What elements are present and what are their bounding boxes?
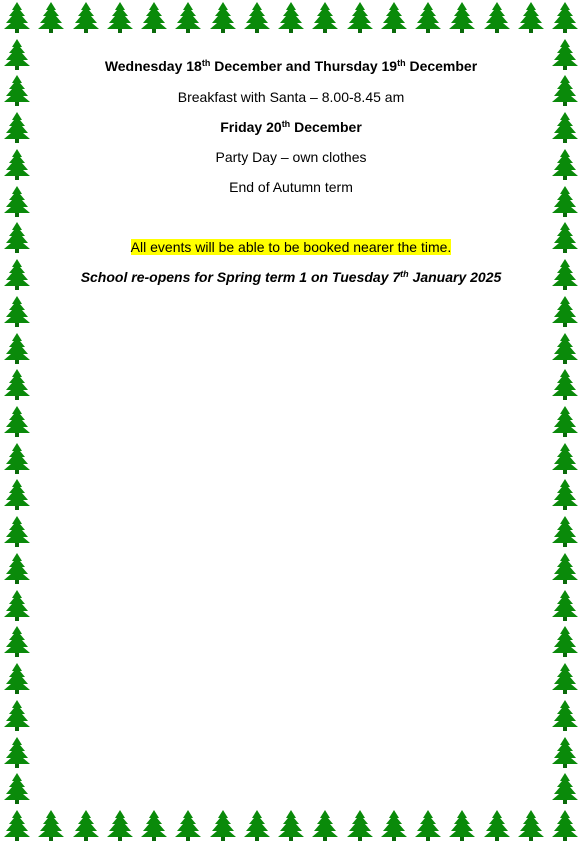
christmas-tree-icon <box>240 808 274 842</box>
christmas-tree-icon <box>548 220 582 254</box>
christmas-tree-icon <box>548 184 582 218</box>
christmas-tree-icon <box>0 110 34 144</box>
christmas-tree-icon <box>445 0 479 34</box>
christmas-tree-icon <box>548 771 582 805</box>
christmas-tree-icon <box>0 37 34 71</box>
christmas-tree-icon <box>548 73 582 107</box>
christmas-tree-icon <box>548 551 582 585</box>
christmas-tree-icon <box>308 808 342 842</box>
christmas-tree-icon <box>0 477 34 511</box>
christmas-tree-icon <box>411 0 445 34</box>
reopen-notice: School re-opens for Spring term 1 on Tuesday 7th January 2025 <box>80 269 502 285</box>
christmas-tree-icon <box>0 735 34 769</box>
christmas-tree-icon <box>34 808 68 842</box>
christmas-tree-icon <box>0 220 34 254</box>
christmas-tree-icon <box>343 0 377 34</box>
christmas-tree-icon <box>0 551 34 585</box>
christmas-tree-icon <box>445 808 479 842</box>
christmas-tree-icon <box>0 404 34 438</box>
christmas-tree-icon <box>548 477 582 511</box>
christmas-tree-icon <box>0 367 34 401</box>
christmas-tree-icon <box>69 0 103 34</box>
christmas-tree-icon <box>0 73 34 107</box>
christmas-tree-icon <box>548 110 582 144</box>
christmas-tree-icon <box>0 661 34 695</box>
tree-border-bottom <box>0 808 582 842</box>
party-day: Party Day – own clothes <box>215 149 367 165</box>
christmas-tree-icon <box>411 808 445 842</box>
christmas-tree-icon <box>0 698 34 732</box>
christmas-tree-icon <box>343 808 377 842</box>
christmas-tree-icon <box>0 147 34 181</box>
christmas-tree-icon <box>308 0 342 34</box>
christmas-tree-icon <box>171 808 205 842</box>
christmas-tree-icon <box>0 257 34 291</box>
christmas-tree-icon <box>514 0 548 34</box>
christmas-tree-icon <box>548 147 582 181</box>
christmas-tree-icon <box>274 808 308 842</box>
christmas-tree-icon <box>206 808 240 842</box>
christmas-tree-icon <box>0 441 34 475</box>
tree-border-right <box>548 0 582 842</box>
christmas-tree-icon <box>548 514 582 548</box>
christmas-tree-icon <box>548 37 582 71</box>
christmas-tree-icon <box>514 808 548 842</box>
christmas-tree-icon <box>480 0 514 34</box>
event-date-friday: Friday 20th December <box>220 119 362 135</box>
document-body <box>40 56 542 287</box>
christmas-tree-icon <box>206 0 240 34</box>
christmas-tree-icon <box>171 0 205 34</box>
christmas-tree-icon <box>0 771 34 805</box>
christmas-tree-icon <box>548 404 582 438</box>
christmas-tree-icon <box>0 624 34 658</box>
christmas-tree-icon <box>69 808 103 842</box>
booking-notice-highlight: All events will be able to be booked nearer the time. <box>130 239 452 255</box>
christmas-tree-icon <box>548 294 582 328</box>
christmas-tree-icon <box>137 808 171 842</box>
booking-notice <box>40 237 542 257</box>
christmas-tree-icon <box>548 735 582 769</box>
tree-border-left <box>0 0 34 842</box>
christmas-tree-icon <box>103 0 137 34</box>
event-dates-wed-thu: Wednesday 18th December and Thursday 19th December <box>104 58 478 74</box>
christmas-tree-icon <box>377 0 411 34</box>
christmas-tree-icon <box>103 808 137 842</box>
christmas-tree-icon <box>137 0 171 34</box>
christmas-tree-icon <box>0 331 34 365</box>
christmas-tree-icon <box>548 367 582 401</box>
christmas-tree-icon <box>240 0 274 34</box>
breakfast-with-santa: Breakfast with Santa – 8.00-8.45 am <box>177 89 405 105</box>
christmas-tree-icon <box>548 661 582 695</box>
christmas-tree-icon <box>0 294 34 328</box>
christmas-tree-icon <box>377 808 411 842</box>
christmas-tree-icon <box>480 808 514 842</box>
christmas-tree-icon <box>274 0 308 34</box>
christmas-tree-icon <box>548 624 582 658</box>
tree-border-top <box>0 0 582 34</box>
christmas-tree-icon <box>34 0 68 34</box>
christmas-tree-icon <box>0 588 34 622</box>
christmas-tree-icon <box>548 331 582 365</box>
christmas-tree-icon <box>0 184 34 218</box>
christmas-tree-icon <box>548 588 582 622</box>
christmas-tree-icon <box>548 257 582 291</box>
christmas-tree-icon <box>548 698 582 732</box>
christmas-tree-icon <box>0 514 34 548</box>
christmas-tree-icon <box>548 441 582 475</box>
end-of-term: End of Autumn term <box>229 179 353 195</box>
